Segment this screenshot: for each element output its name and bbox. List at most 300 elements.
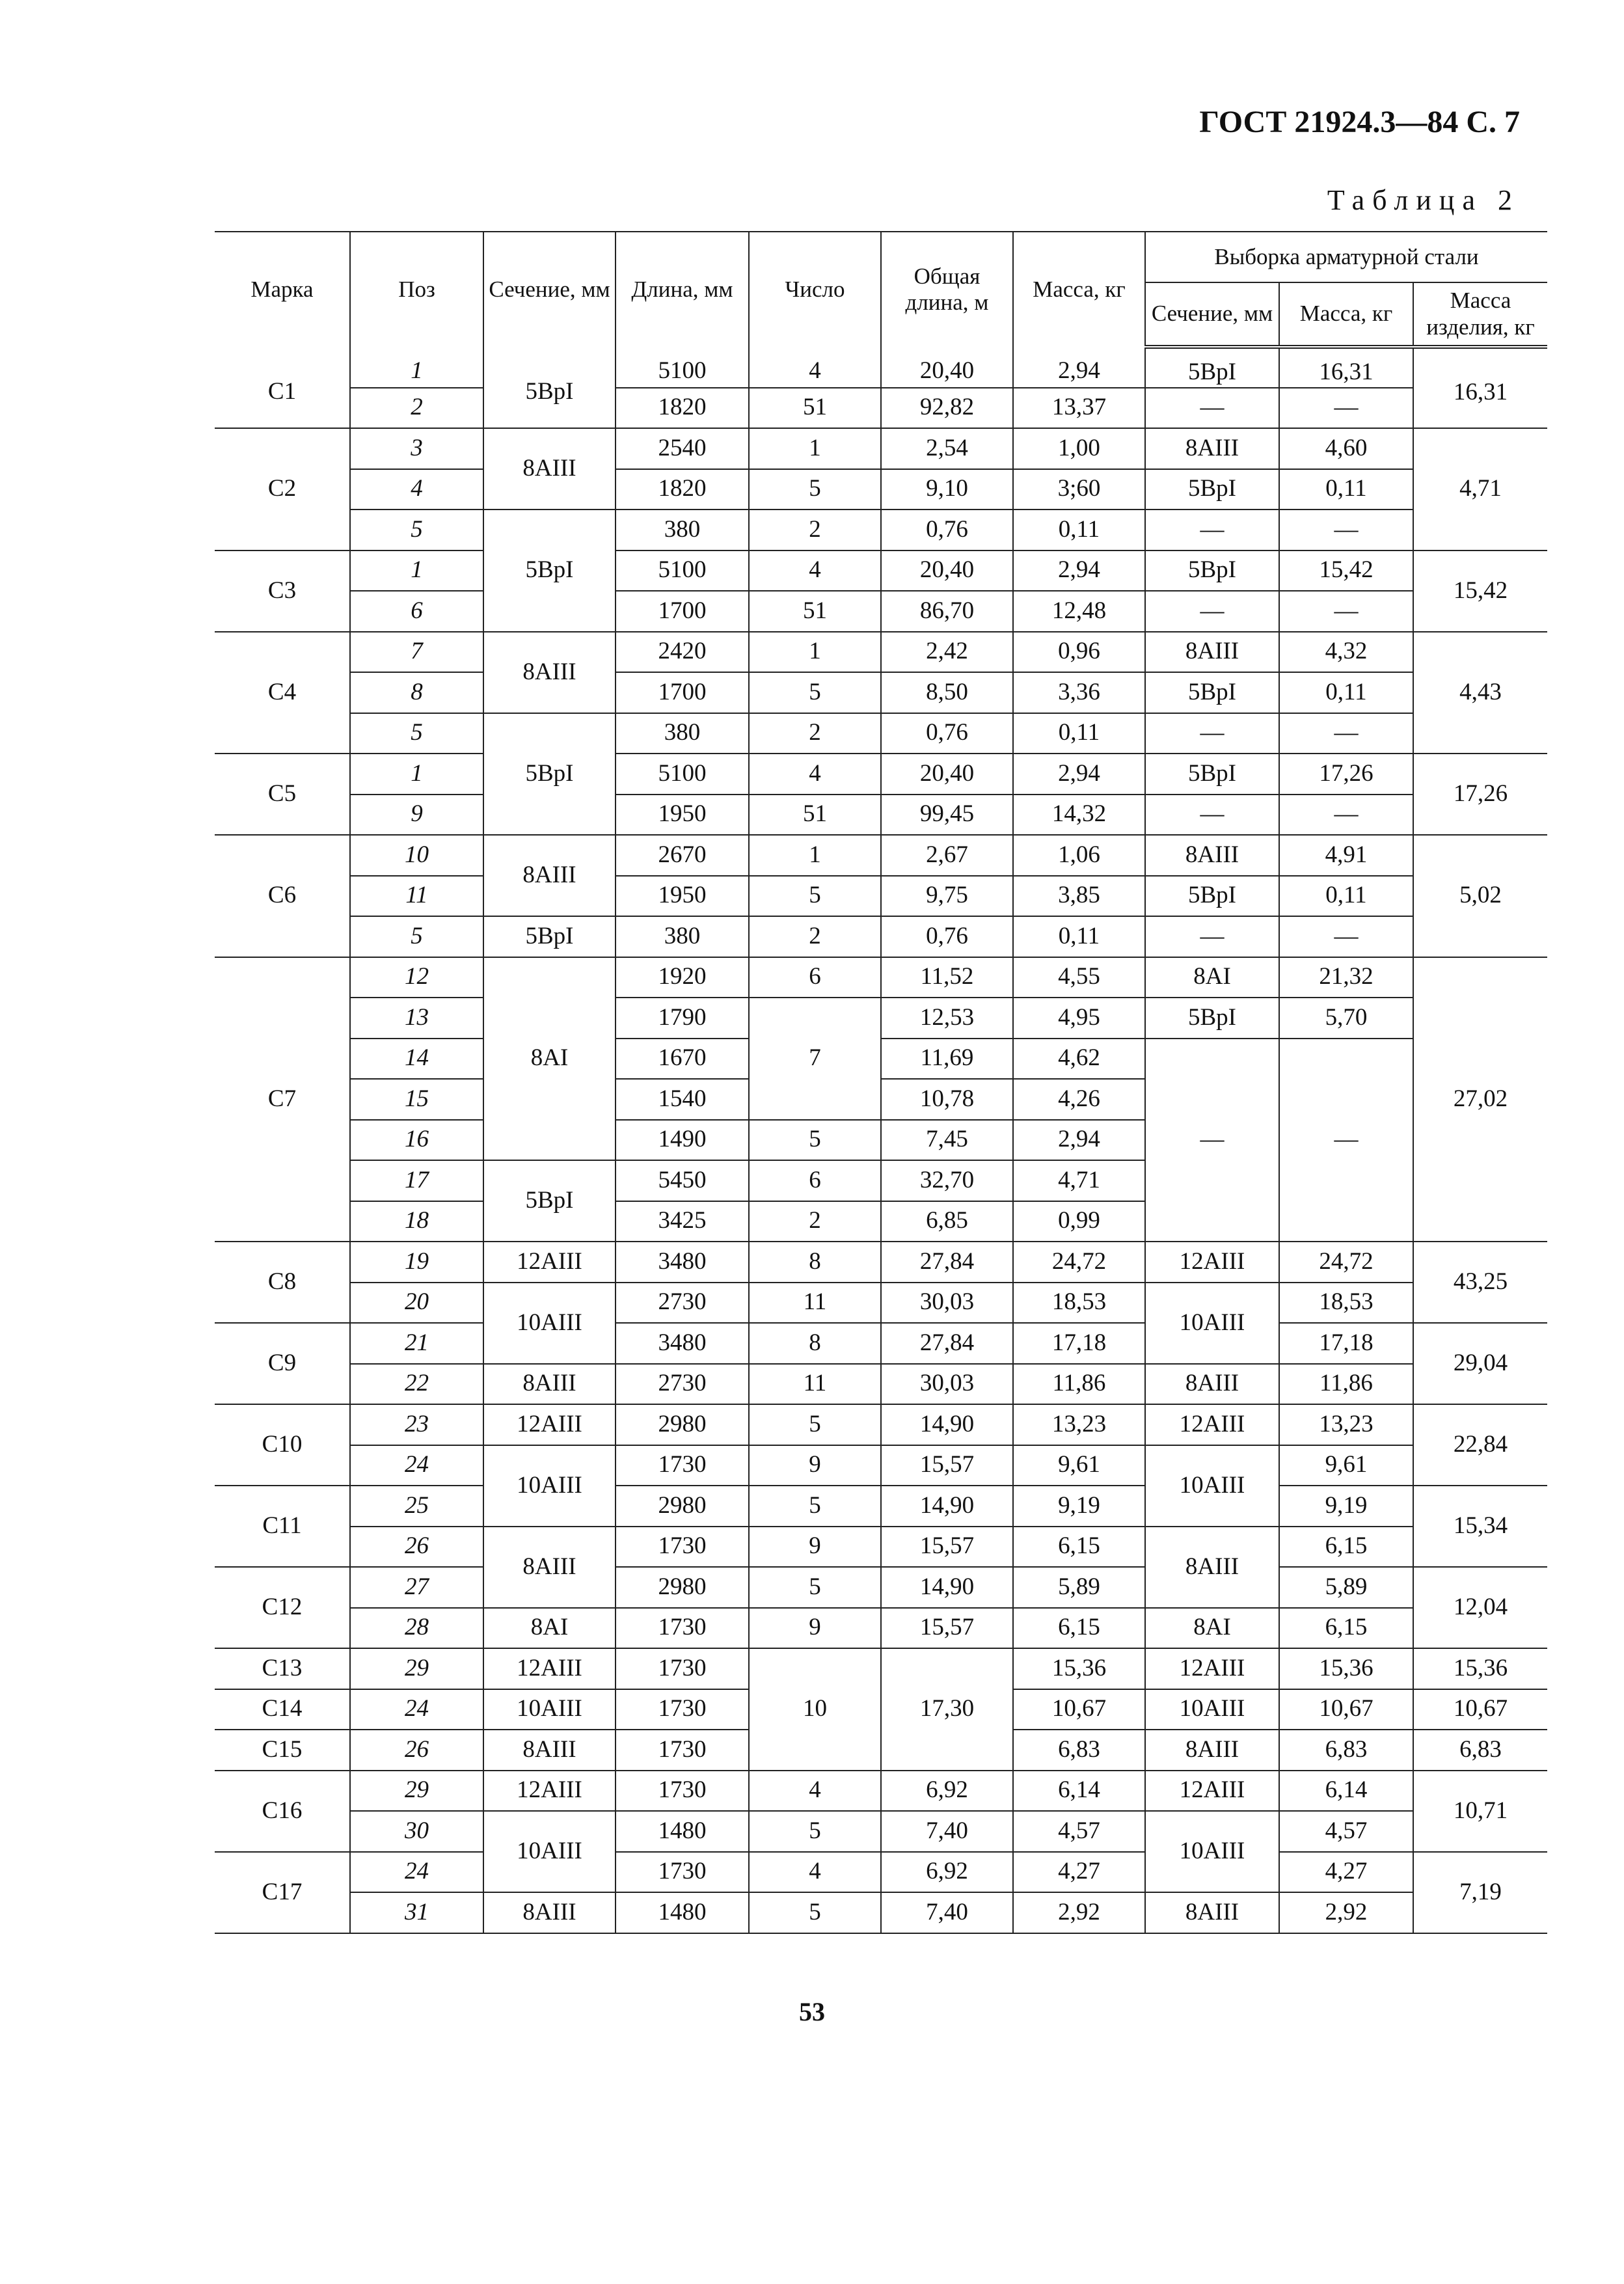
cell-mass: 2,94: [1013, 551, 1145, 591]
cell-mi: 4,43: [1413, 632, 1547, 754]
cell-total: 92,82: [881, 388, 1013, 429]
cell-num: 5: [749, 1404, 881, 1445]
cell-pos: 1: [350, 754, 483, 795]
cell-vsech: —: [1145, 916, 1279, 957]
cell-total: 14,90: [881, 1486, 1013, 1527]
cell-total: 20,40: [881, 754, 1013, 795]
cell-total: 27,84: [881, 1323, 1013, 1364]
cell-total: 20,40: [881, 551, 1013, 591]
cell-marka: С16: [215, 1771, 350, 1852]
cell-total: 2,42: [881, 632, 1013, 673]
cell-vmass: —: [1279, 388, 1413, 429]
cell-sech: 12АIII: [483, 1404, 616, 1445]
cell-vmass: 10,67: [1279, 1689, 1413, 1730]
cell-pos: 26: [350, 1730, 483, 1771]
table-row: [215, 795, 1547, 836]
cell-pos: 12: [350, 957, 483, 998]
cell-vmass: 4,27: [1279, 1852, 1413, 1893]
cell-mass: 2,94: [1013, 1120, 1145, 1161]
cell-sech: 10АIII: [483, 1445, 616, 1527]
cell-mi: 6,83: [1413, 1730, 1547, 1771]
cell-marka: С6: [215, 835, 350, 957]
cell-vsech: 8АI: [1145, 1608, 1279, 1649]
cell-sech: 8АI: [483, 957, 616, 1161]
cell-pos: 23: [350, 1404, 483, 1445]
table-row: [215, 672, 1547, 713]
cell-pos: 1: [350, 551, 483, 591]
cell-pos: 5: [350, 713, 483, 754]
cell-mi: 43,25: [1413, 1242, 1547, 1323]
cell-pos: 10: [350, 835, 483, 876]
cell-pos: 21: [350, 1323, 483, 1364]
table-row: [215, 632, 1547, 673]
cell-pos: 5: [350, 510, 483, 551]
cell-mass: 24,72: [1013, 1242, 1145, 1283]
cell-mass: 6,15: [1013, 1527, 1145, 1568]
cell-pos: 17: [350, 1160, 483, 1201]
cell-num: 4: [749, 754, 881, 795]
cell-mass: 9,61: [1013, 1445, 1145, 1486]
cell-marka: С2: [215, 428, 350, 551]
cell-marka: С13: [215, 1648, 350, 1689]
cell-sech: 8АIII: [483, 1730, 616, 1771]
cell-total: 11,69: [881, 1039, 1013, 1080]
cell-num: 7: [749, 998, 881, 1120]
cell-pos: 18: [350, 1201, 483, 1242]
cell-total: 2,67: [881, 835, 1013, 876]
cell-len: 1920: [616, 957, 749, 998]
cell-vsech: 12АIII: [1145, 1648, 1279, 1689]
cell-len: 5100: [616, 551, 749, 591]
cell-len: 1730: [616, 1527, 749, 1568]
cell-sech: 12АIII: [483, 1242, 616, 1283]
cell-vsech: 8АI: [1145, 957, 1279, 998]
cell-total: 9,10: [881, 469, 1013, 510]
cell-len: 1730: [616, 1648, 749, 1689]
cell-mi: 29,04: [1413, 1323, 1547, 1404]
cell-num: 5: [749, 469, 881, 510]
cell-mass: 3,36: [1013, 672, 1145, 713]
cell-vsech: —: [1145, 1039, 1279, 1242]
cell-len: 1730: [616, 1608, 749, 1649]
cell-sech: 8АIII: [483, 428, 616, 510]
cell-total: 6,92: [881, 1771, 1013, 1812]
cell-marka: С14: [215, 1689, 350, 1730]
cell-sech: 5ВрI: [483, 713, 616, 836]
cell-num: 5: [749, 1120, 881, 1161]
cell-marka: С10: [215, 1404, 350, 1486]
cell-mass: 13,37: [1013, 388, 1145, 429]
cell-len: 1480: [616, 1892, 749, 1933]
cell-pos: 27: [350, 1567, 483, 1608]
document-header: ГОСТ 21924.3—84 С. 7: [1199, 105, 1520, 139]
cell-vmass: 11,86: [1279, 1364, 1413, 1405]
cell-sech: 8АIII: [483, 1527, 616, 1608]
cell-vsech: 12АIII: [1145, 1771, 1279, 1812]
cell-num: 51: [749, 388, 881, 429]
cell-len: 1540: [616, 1079, 749, 1120]
cell-total: 0,76: [881, 713, 1013, 754]
cell-total: 7,40: [881, 1892, 1013, 1933]
cell-vsech: 5ВрI: [1145, 551, 1279, 591]
cell-sech: 10АIII: [483, 1689, 616, 1730]
cell-mass: 0,99: [1013, 1201, 1145, 1242]
cell-total: 10,78: [881, 1079, 1013, 1120]
cell-total: 99,45: [881, 795, 1013, 836]
cell-pos: 26: [350, 1527, 483, 1568]
cell-pos: 1: [350, 347, 483, 388]
cell-num: 5: [749, 1892, 881, 1933]
cell-num: 11: [749, 1364, 881, 1405]
cell-sech: 12АIII: [483, 1771, 616, 1812]
cell-len: 1670: [616, 1039, 749, 1080]
cell-len: 1730: [616, 1445, 749, 1486]
cell-vmass: 4,60: [1279, 428, 1413, 469]
cell-vmass: 9,19: [1279, 1486, 1413, 1527]
cell-pos: 6: [350, 591, 483, 632]
cell-vmass: 6,83: [1279, 1730, 1413, 1771]
cell-mass: 6,83: [1013, 1730, 1145, 1771]
cell-mass: 2,92: [1013, 1892, 1145, 1933]
col-header-sechenie: Сечение, мм: [483, 232, 616, 347]
cell-num: 2: [749, 510, 881, 551]
cell-len: 1820: [616, 388, 749, 429]
cell-vmass: 6,15: [1279, 1608, 1413, 1649]
cell-total: 17,30: [881, 1648, 1013, 1771]
cell-len: 1950: [616, 795, 749, 836]
cell-marka: С7: [215, 957, 350, 1242]
cell-len: 5100: [616, 347, 749, 388]
cell-mass: 0,11: [1013, 510, 1145, 551]
cell-total: 14,90: [881, 1567, 1013, 1608]
cell-vmass: 9,61: [1279, 1445, 1413, 1486]
cell-vmass: 5,70: [1279, 998, 1413, 1039]
cell-mi: 27,02: [1413, 957, 1547, 1242]
cell-vsech: 10АIII: [1145, 1283, 1279, 1364]
cell-vsech: —: [1145, 795, 1279, 836]
cell-vmass: 17,18: [1279, 1323, 1413, 1364]
cell-pos: 29: [350, 1648, 483, 1689]
cell-vmass: 4,91: [1279, 835, 1413, 876]
cell-marka: С4: [215, 632, 350, 754]
cell-total: 8,50: [881, 672, 1013, 713]
cell-total: 0,76: [881, 916, 1013, 957]
cell-sech: 8АIII: [483, 1364, 616, 1405]
cell-vsech: 8АIII: [1145, 1892, 1279, 1933]
cell-mass: 1,06: [1013, 835, 1145, 876]
cell-mass: 4,71: [1013, 1160, 1145, 1201]
cell-vmass: 4,57: [1279, 1811, 1413, 1852]
cell-vsech: 8АIII: [1145, 428, 1279, 469]
cell-marka: С3: [215, 551, 350, 632]
table-row: [215, 1283, 1547, 1324]
cell-sech: 8АIII: [483, 835, 616, 916]
table-row: [215, 1404, 1547, 1445]
cell-num: 2: [749, 713, 881, 754]
cell-mi: 12,04: [1413, 1567, 1547, 1648]
cell-marka: С8: [215, 1242, 350, 1323]
cell-vmass: 6,15: [1279, 1527, 1413, 1568]
cell-total: 32,70: [881, 1160, 1013, 1201]
cell-mass: 17,18: [1013, 1323, 1145, 1364]
col-header-marka: Марка: [215, 232, 350, 347]
table-label: Таблица 2: [1327, 184, 1520, 216]
cell-pos: 11: [350, 876, 483, 917]
col-header-v-massa: Масса, кг: [1279, 282, 1413, 347]
cell-vmass: 15,36: [1279, 1648, 1413, 1689]
cell-num: 1: [749, 428, 881, 469]
cell-mass: 3,85: [1013, 876, 1145, 917]
col-header-poz: Поз: [350, 232, 483, 347]
cell-num: 11: [749, 1283, 881, 1324]
cell-len: 380: [616, 713, 749, 754]
cell-vmass: 15,42: [1279, 551, 1413, 591]
cell-num: 5: [749, 1811, 881, 1852]
cell-sech: 8АIII: [483, 632, 616, 713]
cell-num: 6: [749, 1160, 881, 1201]
cell-num: 5: [749, 876, 881, 917]
cell-sech: 10АIII: [483, 1811, 616, 1892]
cell-pos: 19: [350, 1242, 483, 1283]
cell-mass: 0,96: [1013, 632, 1145, 673]
cell-total: 12,53: [881, 998, 1013, 1039]
cell-vmass: 0,11: [1279, 672, 1413, 713]
cell-pos: 4: [350, 469, 483, 510]
cell-sech: 5ВрI: [483, 510, 616, 632]
cell-vmass: 13,23: [1279, 1404, 1413, 1445]
cell-vmass: 4,32: [1279, 632, 1413, 673]
cell-len: 380: [616, 510, 749, 551]
cell-num: 9: [749, 1608, 881, 1649]
cell-mass: 4,57: [1013, 1811, 1145, 1852]
cell-mass: 1,00: [1013, 428, 1145, 469]
cell-len: 1820: [616, 469, 749, 510]
cell-len: 3480: [616, 1323, 749, 1364]
table-row: [215, 835, 1547, 876]
cell-sech: 8АIII: [483, 1892, 616, 1933]
cell-total: 27,84: [881, 1242, 1013, 1283]
cell-vsech: 10АIII: [1145, 1445, 1279, 1527]
cell-total: 6,85: [881, 1201, 1013, 1242]
cell-vsech: 8АIII: [1145, 1364, 1279, 1405]
cell-vmass: —: [1279, 510, 1413, 551]
cell-num: 4: [749, 1852, 881, 1893]
cell-vsech: 5ВрI: [1145, 876, 1279, 917]
cell-len: 2730: [616, 1364, 749, 1405]
cell-num: 8: [749, 1242, 881, 1283]
cell-vsech: 10АIII: [1145, 1811, 1279, 1892]
cell-total: 2,54: [881, 428, 1013, 469]
table-row: [215, 1608, 1547, 1649]
cell-marka: С17: [215, 1852, 350, 1933]
col-header-dlina: Длина, мм: [616, 232, 749, 347]
cell-total: 6,92: [881, 1852, 1013, 1893]
table-row: [215, 1527, 1547, 1568]
cell-total: 9,75: [881, 876, 1013, 917]
col-header-v-sechenie: Сечение, мм: [1145, 282, 1279, 347]
cell-vsech: 5ВрI: [1145, 998, 1279, 1039]
cell-vsech: 12АIII: [1145, 1404, 1279, 1445]
cell-pos: 8: [350, 672, 483, 713]
cell-mass: 5,89: [1013, 1567, 1145, 1608]
col-header-massa-izdeliya: Масса изделия, кг: [1413, 282, 1547, 347]
cell-pos: 20: [350, 1283, 483, 1324]
table-row: [215, 876, 1547, 917]
cell-vmass: 6,14: [1279, 1771, 1413, 1812]
table-row: [215, 1771, 1547, 1812]
cell-mi: 4,71: [1413, 428, 1547, 551]
cell-total: 30,03: [881, 1283, 1013, 1324]
cell-total: 7,45: [881, 1120, 1013, 1161]
cell-pos: 24: [350, 1852, 483, 1893]
cell-vsech: 8АIII: [1145, 632, 1279, 673]
cell-len: 1950: [616, 876, 749, 917]
cell-mass: 6,14: [1013, 1771, 1145, 1812]
cell-vsech: 8АIII: [1145, 835, 1279, 876]
cell-num: 1: [749, 632, 881, 673]
cell-sech: 8АI: [483, 1608, 616, 1649]
cell-num: 2: [749, 1201, 881, 1242]
cell-len: 380: [616, 916, 749, 957]
cell-sech: 12АIII: [483, 1648, 616, 1689]
cell-mi: 15,42: [1413, 551, 1547, 632]
cell-pos: 16: [350, 1120, 483, 1161]
cell-num: 6: [749, 957, 881, 998]
cell-len: 1790: [616, 998, 749, 1039]
cell-len: 2540: [616, 428, 749, 469]
table-row: [215, 591, 1547, 632]
cell-mass: 11,86: [1013, 1364, 1145, 1405]
cell-mi: 15,34: [1413, 1486, 1547, 1567]
cell-mass: 4,27: [1013, 1852, 1145, 1893]
cell-pos: 30: [350, 1811, 483, 1852]
cell-vmass: —: [1279, 1039, 1413, 1242]
cell-mass: 4,55: [1013, 957, 1145, 998]
cell-pos: 13: [350, 998, 483, 1039]
cell-vsech: 12АIII: [1145, 1242, 1279, 1283]
cell-pos: 31: [350, 1892, 483, 1933]
cell-mass: 10,67: [1013, 1689, 1145, 1730]
page-number: 53: [799, 1997, 825, 2026]
cell-len: 1730: [616, 1689, 749, 1730]
cell-sech: 10АIII: [483, 1283, 616, 1364]
table-row: [215, 1567, 1547, 1608]
cell-num: 4: [749, 347, 881, 388]
cell-num: 2: [749, 916, 881, 957]
cell-mass: 4,62: [1013, 1039, 1145, 1080]
cell-vsech: —: [1145, 510, 1279, 551]
cell-vsech: 8АIII: [1145, 1730, 1279, 1771]
table-row: [215, 916, 1547, 957]
cell-pos: 28: [350, 1608, 483, 1649]
cell-vsech: —: [1145, 713, 1279, 754]
cell-mass: 3;60: [1013, 469, 1145, 510]
table-row: [215, 469, 1547, 510]
cell-vmass: 16,31: [1279, 347, 1413, 388]
cell-vsech: —: [1145, 388, 1279, 429]
cell-mass: 2,94: [1013, 754, 1145, 795]
cell-vmass: 0,11: [1279, 876, 1413, 917]
cell-num: 9: [749, 1527, 881, 1568]
table-row: [215, 713, 1547, 754]
cell-vmass: —: [1279, 795, 1413, 836]
table-row: [215, 510, 1547, 551]
cell-pos: 9: [350, 795, 483, 836]
cell-num: 8: [749, 1323, 881, 1364]
cell-len: 2420: [616, 632, 749, 673]
cell-mass: 2,94: [1013, 347, 1145, 388]
cell-sech: 5ВрI: [483, 347, 616, 428]
cell-len: 1730: [616, 1771, 749, 1812]
cell-vsech: 5ВрI: [1145, 347, 1279, 388]
cell-marka: С5: [215, 754, 350, 835]
cell-mi: 16,31: [1413, 347, 1547, 428]
col-header-massa: Масса, кг: [1013, 232, 1145, 347]
cell-total: 14,90: [881, 1404, 1013, 1445]
cell-mass: 14,32: [1013, 795, 1145, 836]
cell-num: 4: [749, 1771, 881, 1812]
cell-num: 1: [749, 835, 881, 876]
cell-len: 2980: [616, 1567, 749, 1608]
cell-len: 3480: [616, 1242, 749, 1283]
cell-num: 4: [749, 551, 881, 591]
cell-vmass: —: [1279, 916, 1413, 957]
cell-len: 2980: [616, 1486, 749, 1527]
cell-pos: 7: [350, 632, 483, 673]
cell-vsech: 5ВрI: [1145, 672, 1279, 713]
cell-len: 1700: [616, 591, 749, 632]
table-row: [215, 754, 1547, 795]
col-header-obshaya: Общая длина, м: [881, 232, 1013, 347]
cell-vmass: 0,11: [1279, 469, 1413, 510]
cell-vmass: 5,89: [1279, 1567, 1413, 1608]
cell-mass: 0,11: [1013, 916, 1145, 957]
table-row: [215, 347, 1547, 388]
cell-vmass: 24,72: [1279, 1242, 1413, 1283]
table-row: [215, 1445, 1547, 1486]
cell-mass: 6,15: [1013, 1608, 1145, 1649]
cell-pos: 22: [350, 1364, 483, 1405]
cell-mass: 9,19: [1013, 1486, 1145, 1527]
cell-vsech: 8АIII: [1145, 1527, 1279, 1608]
cell-num: 51: [749, 591, 881, 632]
cell-total: 11,52: [881, 957, 1013, 998]
cell-pos: 2: [350, 388, 483, 429]
cell-len: 3425: [616, 1201, 749, 1242]
table-row: [215, 1892, 1547, 1933]
cell-marka: С12: [215, 1567, 350, 1648]
cell-mi: 15,36: [1413, 1648, 1547, 1689]
cell-mi: 22,84: [1413, 1404, 1547, 1486]
cell-total: 0,76: [881, 510, 1013, 551]
table-body: [215, 347, 1547, 1933]
cell-vsech: 5ВрI: [1145, 754, 1279, 795]
cell-vsech: —: [1145, 591, 1279, 632]
cell-len: 1730: [616, 1852, 749, 1893]
table-row: [215, 998, 1547, 1039]
cell-num: 5: [749, 1486, 881, 1527]
cell-vmass: 18,53: [1279, 1283, 1413, 1324]
cell-mass: 13,23: [1013, 1404, 1145, 1445]
cell-len: 2730: [616, 1283, 749, 1324]
table-row: [215, 1486, 1547, 1527]
table-row: [215, 428, 1547, 469]
cell-vmass: 17,26: [1279, 754, 1413, 795]
cell-mi: 7,19: [1413, 1852, 1547, 1933]
table-row: [215, 1648, 1547, 1689]
cell-marka: С11: [215, 1486, 350, 1567]
cell-pos: 3: [350, 428, 483, 469]
